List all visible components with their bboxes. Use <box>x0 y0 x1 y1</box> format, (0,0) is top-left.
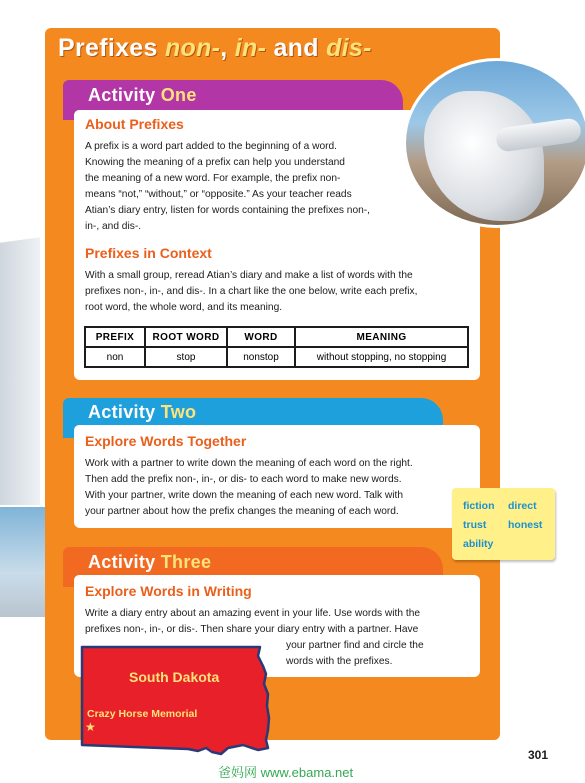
word-list-item: direct <box>508 500 537 512</box>
text-line: prefixes non-, in-, and dis-. In a chart like the one below, write each prefix, <box>85 286 418 297</box>
explore-words-together-heading: Explore Words Together <box>85 433 247 449</box>
text-line: A prefix is a word part added to the beginning of a word. <box>85 141 338 152</box>
crazy-horse-photo <box>403 58 585 228</box>
word-list-item: honest <box>508 519 543 531</box>
text-line: With a small group, reread Atian’s diary and make a list of words with the <box>85 270 413 281</box>
text-line: root word, the whole word, and its meaning. <box>85 302 283 313</box>
word-list-item: ability <box>463 538 494 550</box>
prefix-chart <box>84 326 469 368</box>
text-line: Write a diary entry about an amazing event in your life. Use words with the <box>85 608 421 619</box>
page-title: Prefixes non-, in- and dis- <box>58 34 372 62</box>
column-header: PREFIX <box>85 327 145 347</box>
table-header-row <box>85 327 468 347</box>
table-cell: non <box>85 347 145 367</box>
state-label: South Dakota <box>129 669 220 685</box>
text-line: means “not,” “without,” or “opposite.” As your teacher reads <box>85 189 352 200</box>
sculpture-figure <box>424 91 544 221</box>
explore-words-together-text <box>85 456 465 520</box>
activity-two-title: Activity Two <box>88 402 197 422</box>
column-header: ROOT WORD <box>145 327 227 347</box>
text-line: Atian’s diary entry, listen for words containing the prefixes non-, <box>85 205 371 216</box>
about-prefixes-heading: About Prefixes <box>85 116 184 132</box>
page-number: 301 <box>528 748 549 762</box>
page-edge <box>0 237 40 523</box>
text-line: Then add the prefix non-, in-, or dis- to each word to make new words. <box>85 474 402 485</box>
activity-three-title: Activity Three <box>88 552 212 572</box>
watermark: 爸妈网 www.ebama.net <box>218 765 354 780</box>
text-line: your partner find and circle the <box>286 640 424 651</box>
word-list-item: trust <box>463 519 487 531</box>
table-cell: stop <box>145 347 227 367</box>
text-line: in-, and dis-. <box>85 221 142 232</box>
word-list-item: fiction <box>463 500 495 512</box>
table-cell: nonstop <box>227 347 295 367</box>
star-icon: ★ <box>85 720 96 734</box>
text-line: Work with a partner to write down the meaning of each word on the right. <box>85 458 413 469</box>
prefixes-in-context-text <box>85 268 475 316</box>
page-edge-photo <box>0 505 48 617</box>
prefixes-in-context-heading: Prefixes in Context <box>85 245 212 261</box>
text-line: your partner about how the prefix changes the meaning of each word. <box>85 506 399 517</box>
landmark-label: Crazy Horse Memorial <box>87 708 198 720</box>
text-line: With your partner, write down the meaning of each new word. Talk with <box>85 490 404 501</box>
text-line: words with the prefixes. <box>286 656 393 667</box>
explore-words-in-writing-heading: Explore Words in Writing <box>85 583 252 599</box>
activity-one-title: Activity One <box>88 85 197 105</box>
about-prefixes-text <box>85 139 420 235</box>
text-line: prefixes non-, in-, or dis-. Then share your diary entry with a partner. Have <box>85 624 419 635</box>
table-row <box>85 347 468 367</box>
column-header: WORD <box>227 327 295 347</box>
text-line: Knowing the meaning of a prefix can help you understand <box>85 157 345 168</box>
text-line: the meaning of a new word. For example, the prefix non- <box>85 173 341 184</box>
column-header: MEANING <box>295 327 468 347</box>
table-cell: without stopping, no stopping <box>295 347 468 367</box>
south-dakota-map <box>78 644 273 756</box>
